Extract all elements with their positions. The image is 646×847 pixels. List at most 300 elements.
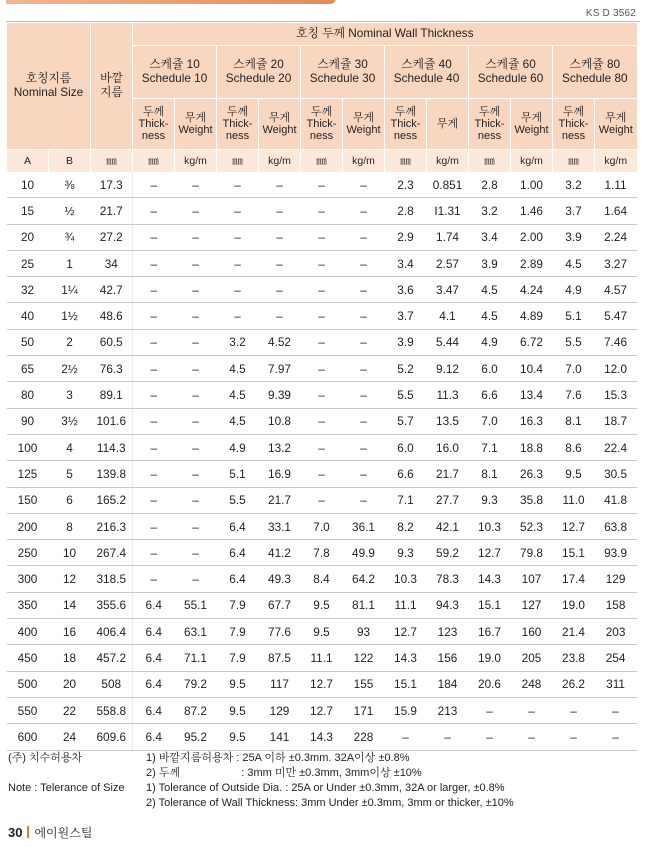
table-cell: 9.5	[301, 619, 343, 645]
table-cell: 11.0	[553, 487, 595, 513]
table-cell: 64.2	[343, 566, 385, 592]
subcol-line: Thick-	[222, 117, 253, 130]
table-cell: 2.8	[385, 198, 427, 224]
table-cell: 150	[7, 487, 49, 513]
table-cell: 6.4	[217, 566, 259, 592]
table-cell: –	[343, 434, 385, 460]
schedule-ko: 스케쥴 10	[149, 57, 200, 72]
table-row	[7, 277, 637, 303]
table-cell: 213	[427, 697, 469, 723]
table-cell: 79.2	[175, 671, 217, 697]
table-cell: 158	[595, 592, 637, 618]
table-cell: –	[133, 434, 175, 460]
table-cell: –	[175, 408, 217, 434]
notes-en-label: Note : Telerance of Size	[8, 782, 125, 794]
unit-cell: A	[7, 150, 49, 173]
table-cell: 318.5	[91, 566, 133, 592]
table-cell: –	[301, 382, 343, 408]
table-cell: –	[133, 172, 175, 198]
table-cell: 5.5	[553, 329, 595, 355]
table-cell: –	[301, 303, 343, 329]
table-cell: 254	[595, 645, 637, 671]
table-cell: 7.9	[217, 592, 259, 618]
table-cell: 12.7	[301, 697, 343, 723]
table-cell: 9.5	[217, 671, 259, 697]
unit-cell: kg/m	[175, 150, 217, 173]
table-cell: 9.3	[469, 487, 511, 513]
table-cell: 155	[343, 671, 385, 697]
table-cell: 7.6	[553, 382, 595, 408]
table-cell: 4.5	[217, 356, 259, 382]
table-cell: 125	[7, 461, 49, 487]
table-cell: –	[175, 513, 217, 539]
table-cell: 3½	[49, 408, 91, 434]
table-cell: 24	[49, 724, 91, 750]
subcol-line: 두께	[562, 105, 585, 118]
table-cell: –	[259, 250, 301, 276]
schedule-ko: 스케쥴 40	[401, 57, 452, 72]
table-row	[7, 592, 637, 618]
table-cell: 87.2	[175, 697, 217, 723]
table-cell: –	[217, 172, 259, 198]
table-cell: 3.7	[385, 303, 427, 329]
table-cell: 6.72	[511, 329, 553, 355]
schedule-en: Schedule 40	[393, 71, 460, 85]
table-cell: 21.7	[259, 487, 301, 513]
table-cell: 95.2	[175, 724, 217, 750]
subcol-line: Weight	[514, 124, 549, 136]
table-cell: –	[175, 303, 217, 329]
table-row	[7, 382, 637, 408]
table-cell: 4	[49, 434, 91, 460]
table-cell: 6.4	[217, 513, 259, 539]
table-cell: 156	[427, 645, 469, 671]
table-cell: –	[217, 303, 259, 329]
table-cell: –	[217, 224, 259, 250]
table-cell: –	[133, 566, 175, 592]
table-header	[7, 23, 637, 173]
table-cell: 9.5	[301, 592, 343, 618]
weight-header	[175, 99, 217, 150]
table-row	[7, 329, 637, 355]
table-cell: 10.4	[511, 356, 553, 382]
table-cell: 3.9	[469, 250, 511, 276]
nominal-size-header	[7, 23, 91, 150]
subcol-line: 두께	[478, 105, 501, 118]
table-cell: 6.4	[133, 671, 175, 697]
table-cell: 34	[91, 250, 133, 276]
notes-ko-label: (주) 치수허용차	[8, 752, 83, 764]
table-cell: –	[553, 724, 595, 750]
table-cell: 6.4	[133, 645, 175, 671]
table-cell: 10	[7, 172, 49, 198]
table-cell: –	[343, 461, 385, 487]
table-cell: 2.00	[511, 224, 553, 250]
table-cell: 165.2	[91, 487, 133, 513]
table-row	[7, 408, 637, 434]
table-cell: 8.1	[469, 461, 511, 487]
table-row	[7, 671, 637, 697]
thickness-header	[217, 99, 259, 150]
table-cell: 12.7	[301, 671, 343, 697]
table-cell: –	[343, 382, 385, 408]
table-cell: 78.3	[427, 566, 469, 592]
table-cell: 4.89	[511, 303, 553, 329]
table-cell: 248	[511, 671, 553, 697]
subcol-line: Weight	[178, 124, 213, 136]
thickness-header	[385, 99, 427, 150]
table-cell: 8.2	[385, 513, 427, 539]
unit-cell: ㎜	[91, 150, 133, 173]
unit-cell: ㎜	[385, 150, 427, 173]
table-cell: 11.3	[427, 382, 469, 408]
table-cell: 3.9	[385, 329, 427, 355]
table-cell: 5.5	[217, 487, 259, 513]
table-cell: 3.2	[469, 198, 511, 224]
table-cell: –	[175, 356, 217, 382]
table-cell: 141	[259, 724, 301, 750]
subcol-line: 무게	[184, 111, 207, 124]
notes-en-line2: 2) Tolerance of Wall Thickness: 3mm Under ±0.3mm, 3mm or thicker, ±10%	[146, 797, 514, 809]
table-cell: 94.3	[427, 592, 469, 618]
schedule-ko: 스케쥴 20	[233, 57, 284, 72]
table-row	[7, 198, 637, 224]
subcol-line: ness	[309, 130, 334, 143]
table-row	[7, 540, 637, 566]
subcol-line: 무게	[436, 117, 459, 130]
table-cell: 1.64	[595, 198, 637, 224]
table-cell: –	[175, 540, 217, 566]
schedule-header	[469, 46, 553, 99]
subcol-line: ness	[141, 130, 166, 143]
table-cell: 7.0	[469, 408, 511, 434]
subcol-line: Weight	[262, 124, 297, 136]
thickness-header	[469, 99, 511, 150]
footer-divider	[27, 826, 29, 838]
table-cell: 17.4	[553, 566, 595, 592]
wall-thickness-header: 호칭 두께 Nominal Wall Thickness	[133, 23, 637, 46]
table-cell: –	[259, 303, 301, 329]
table-cell: 18	[49, 645, 91, 671]
table-cell: 13.2	[259, 434, 301, 460]
table-cell: 14.3	[301, 724, 343, 750]
table-cell: 67.7	[259, 592, 301, 618]
table-cell: –	[595, 724, 637, 750]
table-cell: 7.97	[259, 356, 301, 382]
table-cell: 14	[49, 592, 91, 618]
schedule-ko: 스케쥴 30	[317, 57, 368, 72]
table-cell: 71.1	[175, 645, 217, 671]
table-cell: 7.0	[301, 513, 343, 539]
table-cell: 27.2	[91, 224, 133, 250]
table-cell: –	[301, 250, 343, 276]
table-cell: –	[175, 224, 217, 250]
table-cell: 16.3	[511, 408, 553, 434]
table-cell: 26.3	[511, 461, 553, 487]
table-cell: 27.7	[427, 487, 469, 513]
subcol-line: ness	[477, 130, 502, 143]
table-cell: 300	[7, 566, 49, 592]
table-cell: 89.1	[91, 382, 133, 408]
table-cell: –	[175, 487, 217, 513]
table-cell: 42.1	[427, 513, 469, 539]
table-cell: 18.8	[511, 434, 553, 460]
table-cell: 3.4	[469, 224, 511, 250]
table-cell: 6.0	[385, 434, 427, 460]
subcol-line: ness	[393, 130, 418, 143]
table-cell: –	[385, 724, 427, 750]
table-cell: 21.7	[91, 198, 133, 224]
table-cell: 20	[49, 671, 91, 697]
table-cell: 35.8	[511, 487, 553, 513]
table-row	[7, 619, 637, 645]
table-cell: 2.8	[469, 172, 511, 198]
table-cell: 6.4	[217, 540, 259, 566]
table-cell: –	[301, 356, 343, 382]
table-cell: 93.9	[595, 540, 637, 566]
weight-header	[511, 99, 553, 150]
table-cell: 5.44	[427, 329, 469, 355]
table-cell: 228	[343, 724, 385, 750]
table-body	[7, 172, 637, 750]
table-cell: ½	[49, 198, 91, 224]
table-cell: 450	[7, 645, 49, 671]
table-cell: 3.2	[553, 172, 595, 198]
table-cell: 4.24	[511, 277, 553, 303]
subcol-line: 두께	[394, 105, 417, 118]
outside-dia-line2: 지름	[100, 85, 123, 99]
table-cell: –	[217, 277, 259, 303]
table-cell: 311	[595, 671, 637, 697]
subcol-line: 무게	[520, 111, 543, 124]
table-cell: 160	[511, 619, 553, 645]
schedule-header	[385, 46, 469, 99]
table-cell: –	[259, 172, 301, 198]
table-cell: –	[427, 724, 469, 750]
table-cell: 5.5	[385, 382, 427, 408]
table-cell: I1.31	[427, 198, 469, 224]
table-cell: 355.6	[91, 592, 133, 618]
table-cell: 5.2	[385, 356, 427, 382]
table-cell: –	[133, 224, 175, 250]
unit-cell: ㎜	[553, 150, 595, 173]
table-cell: 18.7	[595, 408, 637, 434]
table-cell: –	[133, 250, 175, 276]
table-cell: 42.7	[91, 277, 133, 303]
schedule-en: Schedule 10	[141, 71, 208, 85]
table-row	[7, 487, 637, 513]
table-cell: –	[343, 408, 385, 434]
table-cell: 3.47	[427, 277, 469, 303]
table-cell: 8.6	[553, 434, 595, 460]
table-cell: 508	[91, 671, 133, 697]
table-cell: 10	[49, 540, 91, 566]
schedule-en: Schedule 30	[309, 71, 376, 85]
table-cell: 6.6	[385, 461, 427, 487]
table-row	[7, 461, 637, 487]
table-cell: 19.0	[469, 645, 511, 671]
table-cell: –	[133, 277, 175, 303]
table-cell: –	[133, 461, 175, 487]
table-cell: 10.3	[469, 513, 511, 539]
thickness-header	[301, 99, 343, 150]
table-cell: –	[343, 356, 385, 382]
table-cell: 10.3	[385, 566, 427, 592]
table-cell: 9.3	[385, 540, 427, 566]
table-cell: 200	[7, 513, 49, 539]
table-cell: –	[301, 434, 343, 460]
table-cell: 9.5	[217, 724, 259, 750]
table-cell: 14.3	[469, 566, 511, 592]
table-cell: –	[133, 303, 175, 329]
table-cell: 4.5	[469, 277, 511, 303]
subcol-line: ness	[225, 130, 250, 143]
table-cell: 267.4	[91, 540, 133, 566]
table-cell: –	[595, 697, 637, 723]
unit-cell: ㎜	[133, 150, 175, 173]
table-cell: –	[133, 198, 175, 224]
unit-cell: kg/m	[343, 150, 385, 173]
outside-dia-header	[91, 23, 133, 150]
table-cell: 41.2	[259, 540, 301, 566]
table-cell: 59.2	[427, 540, 469, 566]
table-cell: 36.1	[343, 513, 385, 539]
table-cell: –	[175, 172, 217, 198]
table-cell: 1.74	[427, 224, 469, 250]
nominal-size-en: Nominal Size	[13, 85, 84, 99]
table-cell: –	[217, 250, 259, 276]
table-cell: –	[301, 198, 343, 224]
outside-dia-line1: 바깥	[100, 71, 123, 86]
table-cell: 30.5	[595, 461, 637, 487]
table-cell: 6.6	[469, 382, 511, 408]
unit-cell: kg/m	[259, 150, 301, 173]
table-cell: –	[301, 408, 343, 434]
table-cell: 4.57	[595, 277, 637, 303]
table-cell: 7.1	[385, 487, 427, 513]
unit-cell: kg/m	[427, 150, 469, 173]
table-cell: 4.5	[553, 250, 595, 276]
table-cell: 12	[49, 566, 91, 592]
table-cell: 19.0	[553, 592, 595, 618]
page-number: 30	[8, 825, 23, 840]
table-cell: 49.3	[259, 566, 301, 592]
table-cell: 550	[7, 697, 49, 723]
notes-ko-line2: 2) 두께 : 3mm 미만 ±0.3mm, 3mm이상 ±10%	[146, 767, 422, 779]
table-cell: 22.4	[595, 434, 637, 460]
table-cell: 6	[49, 487, 91, 513]
table-cell: 8.1	[553, 408, 595, 434]
table-cell: 15.9	[385, 697, 427, 723]
table-cell: –	[469, 697, 511, 723]
subcol-line: Thick-	[474, 117, 505, 130]
weight-header	[427, 99, 469, 150]
table-cell: 5.47	[595, 303, 637, 329]
table-cell: 7.0	[553, 356, 595, 382]
table-cell: 3.9	[553, 224, 595, 250]
table-cell: 4.5	[469, 303, 511, 329]
table-cell: 76.3	[91, 356, 133, 382]
table-cell: ¾	[49, 224, 91, 250]
table-cell: 12.7	[385, 619, 427, 645]
table-cell: 122	[343, 645, 385, 671]
table-cell: 100	[7, 434, 49, 460]
table-cell: 2.24	[595, 224, 637, 250]
table-cell: 21.7	[427, 461, 469, 487]
unit-cell: ㎜	[301, 150, 343, 173]
table-cell: –	[553, 697, 595, 723]
table-cell: 8	[49, 513, 91, 539]
table-cell: 48.6	[91, 303, 133, 329]
table-cell: –	[175, 566, 217, 592]
table-cell: –	[175, 434, 217, 460]
subcol-line: Thick-	[390, 117, 421, 130]
table-cell: 20.6	[469, 671, 511, 697]
table-cell: 600	[7, 724, 49, 750]
table-cell: 127	[511, 592, 553, 618]
thickness-header	[553, 99, 595, 150]
company-name: 에이원스틸	[34, 826, 93, 840]
table-cell: 2½	[49, 356, 91, 382]
unit-cell: kg/m	[595, 150, 637, 173]
table-cell: 26.2	[553, 671, 595, 697]
table-cell: –	[343, 224, 385, 250]
table-cell: –	[259, 224, 301, 250]
table-cell: 16	[49, 619, 91, 645]
table-cell: 3.6	[385, 277, 427, 303]
table-cell: –	[301, 172, 343, 198]
schedule-header	[133, 46, 217, 99]
table-cell: ⅜	[49, 172, 91, 198]
subcol-line: 무게	[268, 111, 291, 124]
table-cell: 2.89	[511, 250, 553, 276]
table-cell: 1.46	[511, 198, 553, 224]
table-cell: 184	[427, 671, 469, 697]
table-cell: 63.1	[175, 619, 217, 645]
table-cell: 457.2	[91, 645, 133, 671]
table-cell: 15.1	[385, 671, 427, 697]
unit-cell: ㎜	[217, 150, 259, 173]
table-row	[7, 566, 637, 592]
table-cell: –	[343, 277, 385, 303]
table-cell: 77.6	[259, 619, 301, 645]
subcol-line: 두께	[310, 105, 333, 118]
table-cell: 6.4	[133, 697, 175, 723]
table-cell: 60.5	[91, 329, 133, 355]
table-cell: 107	[511, 566, 553, 592]
table-row	[7, 172, 637, 198]
table-cell: 171	[343, 697, 385, 723]
subcol-line: 두께	[226, 105, 249, 118]
table-cell: 2.57	[427, 250, 469, 276]
table-row	[7, 645, 637, 671]
table-row	[7, 724, 637, 750]
table-cell: 9.5	[217, 697, 259, 723]
table-cell: 49.9	[343, 540, 385, 566]
subcol-line: ness	[561, 130, 586, 143]
table-cell: 32	[7, 277, 49, 303]
table-cell: –	[301, 224, 343, 250]
table-cell: 3.2	[217, 329, 259, 355]
schedule-header	[553, 46, 637, 99]
notes-ko-line1: 1) 바깥지름허용차 : 25A 이하 ±0.3mm. 32A이상 ±0.8%	[146, 752, 410, 764]
table-cell: 3	[49, 382, 91, 408]
table-row	[7, 697, 637, 723]
table-cell: 3.4	[385, 250, 427, 276]
table-cell: 4.9	[553, 277, 595, 303]
table-cell: 609.6	[91, 724, 133, 750]
table-cell: 8.4	[301, 566, 343, 592]
